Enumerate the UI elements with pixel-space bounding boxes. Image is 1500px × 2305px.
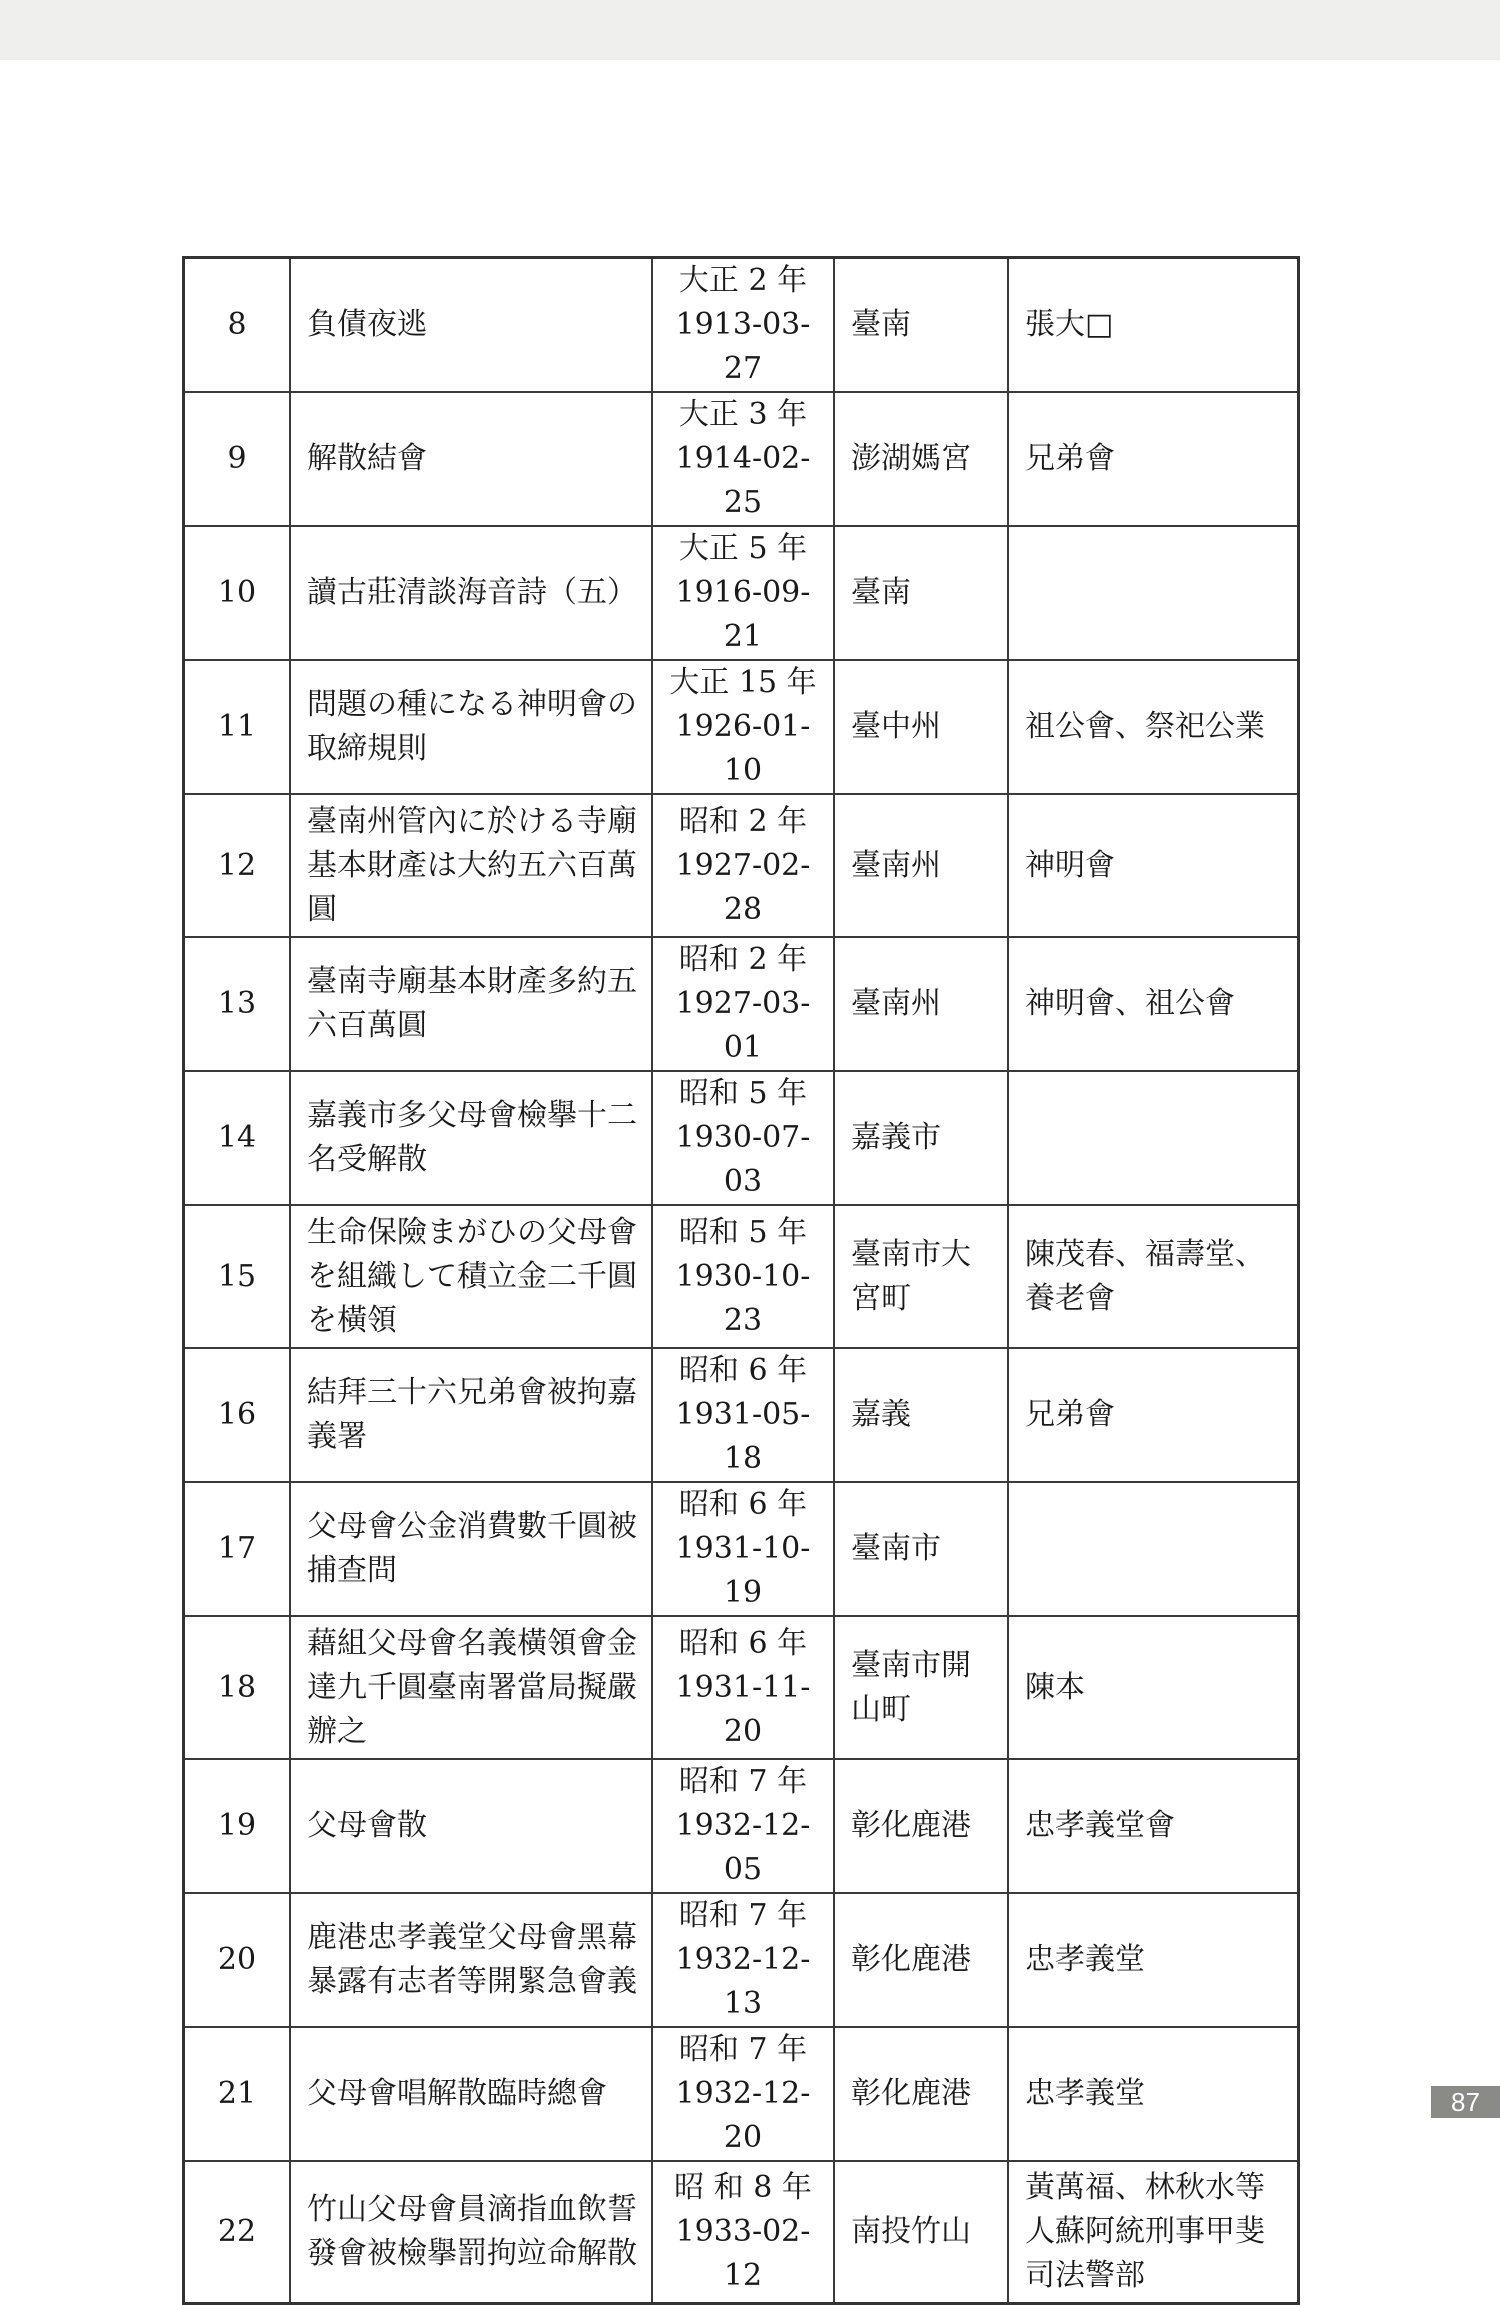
date-cell <box>652 2161 834 2303</box>
era-date: 昭和 7 年 <box>678 1764 808 1799</box>
row-number: 14 <box>184 1071 291 1205</box>
date-cell <box>652 1616 834 1759</box>
era-date: 昭和 6 年 <box>678 1487 808 1522</box>
iso-date: 1930-07-03 <box>675 1120 811 1199</box>
iso-date: 1927-02-28 <box>675 847 811 927</box>
note: 忠孝義堂會 <box>1008 1759 1299 1893</box>
scan-top-band <box>0 0 1500 60</box>
row-number: 9 <box>184 392 291 526</box>
iso-date: 1932-12-20 <box>675 2076 811 2155</box>
iso-date: 1932-12-13 <box>675 1942 811 2021</box>
note: 兄弟會 <box>1008 392 1299 526</box>
note: 陳本 <box>1008 1616 1299 1759</box>
date-cell <box>652 392 834 526</box>
table-row <box>184 1893 1299 2027</box>
place: 彰化鹿港 <box>834 1893 1008 2027</box>
row-number: 15 <box>184 1205 291 1348</box>
iso-date: 1931-11-20 <box>675 1669 811 1749</box>
note: 兄弟會 <box>1008 1348 1299 1482</box>
row-number: 22 <box>184 2161 291 2303</box>
iso-date: 1926-01-10 <box>675 709 811 788</box>
place: 臺南州 <box>834 794 1008 937</box>
iso-date: 1927-03-01 <box>675 986 811 1065</box>
era-date: 昭和 5 年 <box>678 1076 808 1111</box>
table-row <box>184 1482 1299 1616</box>
iso-date: 1916-09-21 <box>675 575 811 654</box>
era-date: 大正 3 年 <box>678 397 808 432</box>
table-row <box>184 392 1299 526</box>
article-title: 嘉義市多父母會檢擧十二名受解散 <box>290 1071 652 1205</box>
place: 臺南州 <box>834 937 1008 1071</box>
date-cell <box>652 1759 834 1893</box>
article-title: 父母會唱解散臨時總會 <box>290 2027 652 2161</box>
table-row <box>184 1759 1299 1893</box>
table-row <box>184 2161 1299 2303</box>
records-table <box>182 256 1300 2305</box>
era-date: 昭和 2 年 <box>678 942 808 977</box>
article-title: 臺南州管內に於ける寺廟基本財產は大約五六百萬圓 <box>290 794 652 937</box>
iso-date: 1931-10-19 <box>675 1531 811 1610</box>
table-row <box>184 526 1299 660</box>
row-number: 12 <box>184 794 291 937</box>
note: 神明會 <box>1008 794 1299 937</box>
row-number: 10 <box>184 526 291 660</box>
table-row <box>184 2027 1299 2161</box>
table-row <box>184 258 1299 393</box>
era-date: 大正 15 年 <box>669 665 817 700</box>
article-title: 生命保險まがひの父母會を組織して積立金二千圓を橫領 <box>290 1205 652 1348</box>
place: 臺南市大宮町 <box>834 1205 1008 1348</box>
table-row <box>184 1205 1299 1348</box>
place: 澎湖媽宮 <box>834 392 1008 526</box>
date-cell <box>652 660 834 794</box>
era-date: 大正 5 年 <box>678 531 808 566</box>
era-date: 昭和 2 年 <box>678 803 808 839</box>
place: 臺南 <box>834 258 1008 393</box>
era-date: 昭和 6 年 <box>678 1625 808 1661</box>
row-number: 19 <box>184 1759 291 1893</box>
row-number: 13 <box>184 937 291 1071</box>
article-title: 藉組父母會名義橫領會金達九千圓臺南署當局擬嚴辦之 <box>290 1616 652 1759</box>
date-cell <box>652 526 834 660</box>
era-date: 昭和 5 年 <box>678 1214 808 1250</box>
note: 神明會、祖公會 <box>1008 937 1299 1071</box>
row-number: 21 <box>184 2027 291 2161</box>
date-cell <box>652 794 834 937</box>
note <box>1008 1482 1299 1616</box>
table-row <box>184 794 1299 937</box>
place: 臺中州 <box>834 660 1008 794</box>
row-number: 8 <box>184 258 291 393</box>
date-cell <box>652 258 834 393</box>
row-number: 17 <box>184 1482 291 1616</box>
article-title: 竹山父母會員滴指血飲誓發會被檢擧罰拘竝命解散 <box>290 2161 652 2303</box>
era-date: 昭和 7 年 <box>678 1898 808 1933</box>
date-cell <box>652 1348 834 1482</box>
era-date: 昭和 6 年 <box>678 1353 808 1388</box>
iso-date: 1930-10-23 <box>675 1258 811 1338</box>
row-number: 16 <box>184 1348 291 1482</box>
table-row <box>184 660 1299 794</box>
article-title: 結拜三十六兄弟會被拘嘉義署 <box>290 1348 652 1482</box>
iso-date: 1931-05-18 <box>675 1397 811 1476</box>
article-title: 讀古莊清談海音詩（五） <box>290 526 652 660</box>
table-row <box>184 1616 1299 1759</box>
place: 臺南市開山町 <box>834 1616 1008 1759</box>
place: 彰化鹿港 <box>834 2027 1008 2161</box>
table-row <box>184 937 1299 1071</box>
place: 臺南 <box>834 526 1008 660</box>
iso-date: 1933-02-12 <box>675 2213 811 2293</box>
place: 彰化鹿港 <box>834 1759 1008 1893</box>
article-title: 解散結會 <box>290 392 652 526</box>
date-cell <box>652 937 834 1071</box>
note: 張大□ <box>1008 258 1299 393</box>
date-cell <box>652 1205 834 1348</box>
date-cell <box>652 1482 834 1616</box>
era-date: 昭 和 8 年 <box>674 2169 812 2205</box>
article-title: 鹿港忠孝義堂父母會黑幕暴露有志者等開緊急會義 <box>290 1893 652 2027</box>
row-number: 20 <box>184 1893 291 2027</box>
date-cell <box>652 2027 834 2161</box>
place: 嘉義市 <box>834 1071 1008 1205</box>
table-row <box>184 1071 1299 1205</box>
row-number: 18 <box>184 1616 291 1759</box>
place: 嘉義 <box>834 1348 1008 1482</box>
table-row <box>184 1348 1299 1482</box>
iso-date: 1914-02-25 <box>675 441 811 520</box>
note: 陳茂春、福壽堂、養老會 <box>1008 1205 1299 1348</box>
era-date: 昭和 7 年 <box>678 2032 808 2067</box>
article-title: 問題の種になる神明會の取締規則 <box>290 660 652 794</box>
note <box>1008 1071 1299 1205</box>
article-title: 臺南寺廟基本財產多約五六百萬圓 <box>290 937 652 1071</box>
iso-date: 1932-12-05 <box>675 1808 811 1887</box>
date-cell <box>652 1071 834 1205</box>
date-cell <box>652 1893 834 2027</box>
iso-date: 1913-03-27 <box>675 307 811 386</box>
place: 臺南市 <box>834 1482 1008 1616</box>
place: 南投竹山 <box>834 2161 1008 2303</box>
article-title: 父母會公金消費數千圓被捕查問 <box>290 1482 652 1616</box>
note <box>1008 526 1299 660</box>
page-number: 87 <box>1431 2086 1500 2118</box>
note: 忠孝義堂 <box>1008 1893 1299 2027</box>
note: 黃萬福、林秋水等人蘇阿統刑事甲斐司法警部 <box>1008 2161 1299 2303</box>
era-date: 大正 2 年 <box>678 263 808 298</box>
note: 祖公會、祭祀公業 <box>1008 660 1299 794</box>
note: 忠孝義堂 <box>1008 2027 1299 2161</box>
row-number: 11 <box>184 660 291 794</box>
article-title: 負債夜逃 <box>290 258 652 393</box>
article-title: 父母會散 <box>290 1759 652 1893</box>
